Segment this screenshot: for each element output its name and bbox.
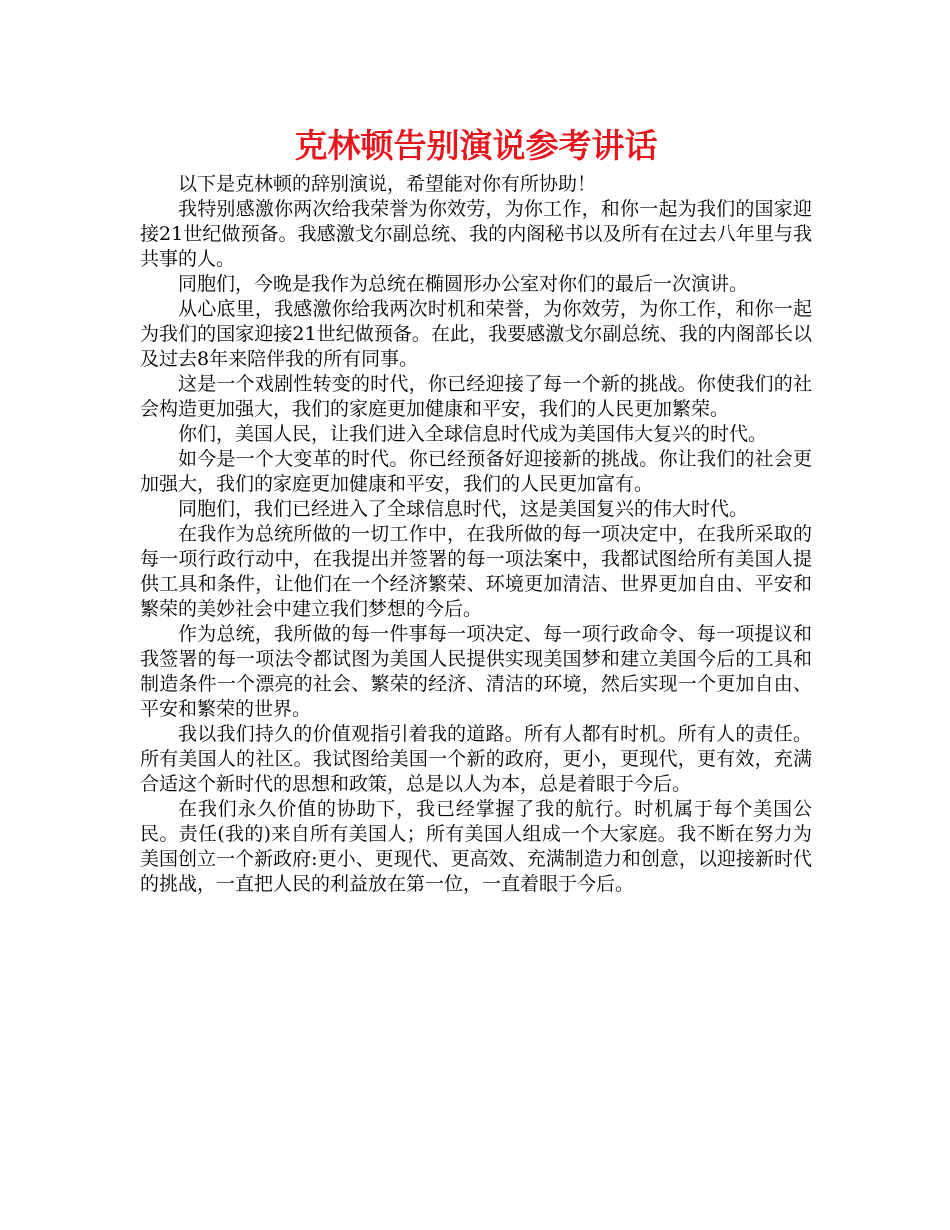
paragraph: 我特别感激你两次给我荣誉为你效劳，为你工作，和你一起为我们的国家迎接21世纪做预备。我感激戈尔副总统、我的内阁秘书以及所有在过去八年里与我共事的人。 — [140, 198, 812, 270]
paragraph: 在我们永久价值的协助下，我已经掌握了我的航行。时机属于每个美国公民。责任(我的)来自所有美国人；所有美国人组成一个大家庭。我不断在努力为美国创立一个新政府:更小、更现代、更高效、充满制造力和创意，以迎接新时代的挑战，一直把人民的利益放在第一位，一直着眼于今后。 — [140, 798, 812, 895]
paragraph: 这是一个戏剧性转变的时代，你已经迎接了每一个新的挑战。你使我们的社会构造更加强大，我们的家庭更加健康和平安，我们的人民更加繁荣。 — [140, 373, 812, 420]
paragraph: 作为总统，我所做的每一件事每一项决定、每一项行政命令、每一项提议和我签署的每一项法令都试图为美国人民提供实现美国梦和建立美国今后的工具和制造条件一个漂亮的社会、繁荣的经济、清洁的环境，然后实现一个更加自由、平安和繁荣的世界。 — [140, 623, 812, 720]
paragraph: 你们，美国人民，让我们进入全球信息时代成为美国伟大复兴的时代。 — [178, 423, 768, 445]
document-page — [140, 120, 812, 897]
document-body — [140, 172, 812, 897]
paragraph: 我以我们持久的价值观指引着我的道路。所有人都有时机。所有人的责任。所有美国人的社区。我试图给美国一个新的政府，更小，更现代，更有效，充满合适这个新时代的思想和政策，总是以人为本，总是着眼于今后。 — [140, 723, 812, 795]
paragraph: 从心底里，我感激你给我两次时机和荣誉，为你效劳，为你工作，和你一起为我们的国家迎接21世纪做预备。在此，我要感激戈尔副总统、我的内阁部长以及过去8年来陪伴我的所有同事。 — [140, 298, 812, 370]
paragraph: 在我作为总统所做的一切工作中，在我所做的每一项决定中，在我所采取的每一项行政行动中，在我提出并签署的每一项法案中，我都试图给所有美国人提供工具和条件，让他们在一个经济繁荣、环境更加清洁、世界更加自由、平安和繁荣的美妙社会中建立我们梦想的今后。 — [140, 523, 812, 620]
paragraph: 如今是一个大变革的时代。你已经预备好迎接新的挑战。你让我们的社会更加强大，我们的家庭更加健康和平安，我们的人民更加富有。 — [140, 448, 812, 495]
paragraph: 以下是克林顿的辞别演说，希望能对你有所协助！ — [178, 173, 597, 195]
paragraph: 同胞们，今晚是我作为总统在椭圆形办公室对你们的最后一次演讲。 — [178, 273, 749, 295]
paragraph: 同胞们，我们已经进入了全球信息时代，这是美国复兴的伟大时代。 — [178, 498, 749, 520]
document-title: 克林顿告别演说参考讲话 — [294, 126, 658, 165]
